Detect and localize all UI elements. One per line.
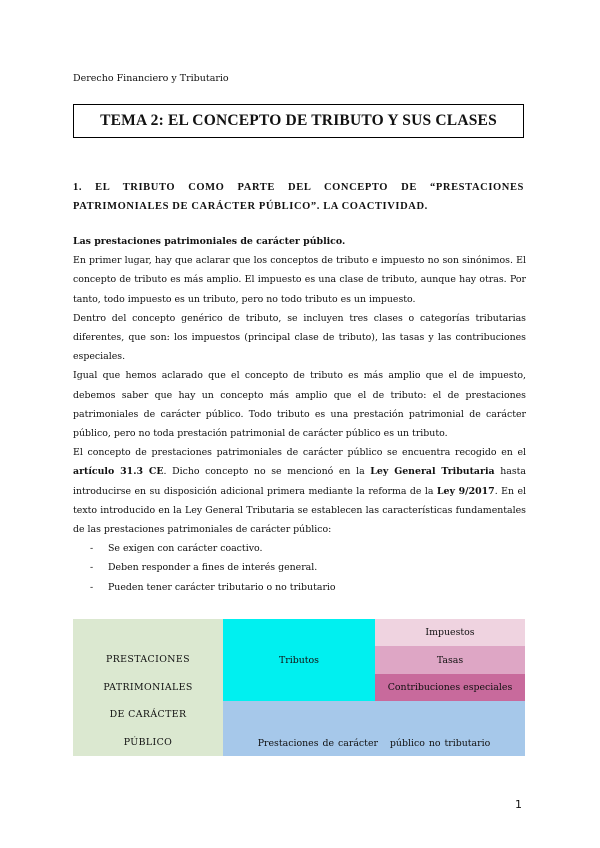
subheading: Las prestaciones patrimoniales de carácter público. (73, 236, 346, 247)
ref-ley-general-tributaria: Ley General Tributaria (370, 466, 495, 478)
diagram-root-cell (73, 619, 223, 756)
diagram-tributos-label: Tributos (279, 654, 319, 666)
paragraph-4-text: hasta introducirse en su disposición adicional primera mediante la reforma de la (73, 466, 526, 497)
diagram-impuestos-cell (375, 619, 525, 646)
page-number: 1 (515, 798, 522, 811)
paragraph-4-text: El concepto de prestaciones patrimoniales de carácter público se encuentra recogido en el (73, 447, 526, 459)
list-item: - Pueden tener carácter tributario o no tributario (73, 578, 526, 597)
section-heading: 1. EL TRIBUTO COMO PARTE DEL CONCEPTO DE “PRESTACIONES PATRIMONIALES DE CARÁCTER PÚBLICO”. LA COACTIVIDAD. (73, 182, 524, 212)
diagram-no-tributario-cell (223, 701, 525, 756)
diagram-root-line: PRESTACIONES (106, 654, 190, 666)
diagram-root-line: DE CARÁCTER (109, 709, 187, 721)
paragraph-1: En primer lugar, hay que aclarar que los conceptos de tributo e impuesto no son sinónimos. El concepto de tributo es más amplio. El impuesto es una clase de tributo, aunque hay otras. Por tanto, todo impuesto es un tributo, pero no todo tributo es un impuesto. (73, 255, 526, 305)
diagram-no-tributario-label: Prestaciones de carácter público no tributario (257, 738, 491, 749)
paragraph-4-text: . Dicho concepto no se mencionó en la (163, 466, 371, 478)
body-text (73, 232, 526, 597)
chapter-title: TEMA 2: EL CONCEPTO DE TRIBUTO Y SUS CLASES (73, 104, 524, 138)
diagram-tasas-cell (375, 646, 525, 673)
paragraph-4 (73, 443, 526, 539)
diagram-contribuciones-label: Contribuciones especiales (387, 681, 513, 693)
document-header: Derecho Financiero y Tributario (73, 73, 229, 84)
characteristics-list (73, 539, 526, 597)
paragraph-4-text: . En el texto introducido en la Ley General Tributaria se establecen las características fundamentales de las prestaciones patrimoniales de carácter público: (73, 485, 527, 536)
diagram-root-line: PÚBLICO (123, 736, 173, 748)
diagram-tributos-cell (223, 619, 375, 701)
diagram-tasas-label: Tasas (436, 654, 464, 666)
diagram-impuestos-label: Impuestos (425, 627, 475, 639)
paragraph-2: Dentro del concepto genérico de tributo, se incluyen tres clases o categorías tributarias diferentes, que son: los impuestos (principal clase de tributo), las tasas y las contribuciones especiales. (73, 312, 526, 363)
list-item: - Se exigen con carácter coactivo. (73, 539, 526, 558)
classification-diagram (73, 619, 525, 756)
ref-article-31-3: artículo 31.3 CE (73, 466, 164, 478)
diagram-contribuciones-cell (375, 674, 525, 701)
list-item: - Deben responder a fines de interés general. (73, 558, 526, 577)
ref-ley-9-2017: Ley 9/2017 (436, 485, 495, 497)
diagram-root-line: PATRIMONIALES (103, 681, 193, 693)
paragraph-3: Igual que hemos aclarado que el concepto de tributo es más amplio que el de impuesto, debemos saber que hay un concepto más amplio que el de tributo: el de prestaciones patrimoniales de carácter público. Todo tributo es una prestación patrimonial de carácter público, pero no toda prestación patrimonial de carácter público es un tributo. (73, 370, 526, 440)
